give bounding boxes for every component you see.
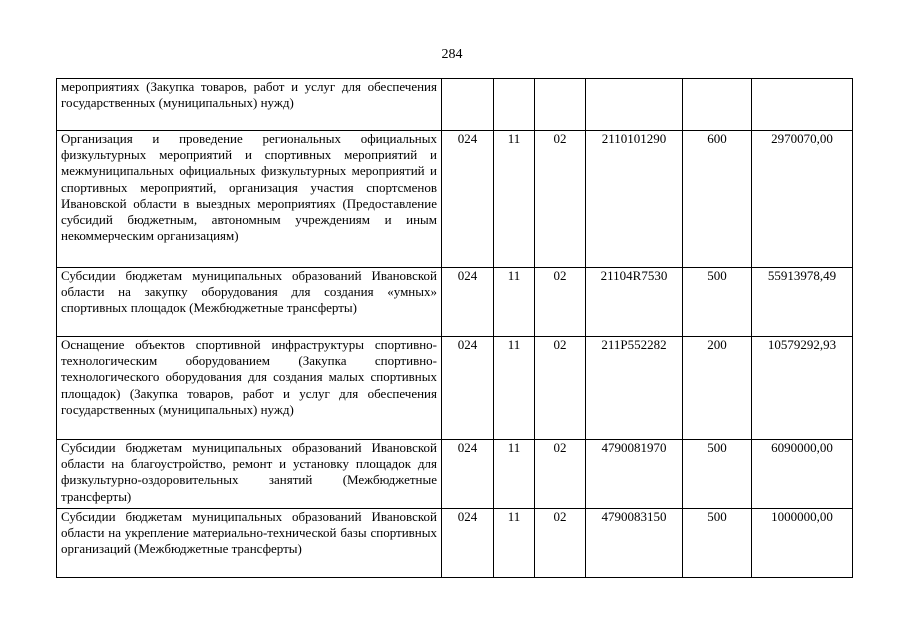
row-description: Субсидии бюджетам муниципальных образований Ивановской области на закупку оборудования для создания «умных» спортивных площадок (Межбюджетные трансферты) <box>57 268 442 337</box>
amount <box>752 79 853 131</box>
amount: 2970070,00 <box>752 131 853 268</box>
grbs-code: 024 <box>442 440 494 509</box>
target-article-code: 4790081970 <box>586 440 683 509</box>
grbs-code: 024 <box>442 509 494 578</box>
target-article-code: 211P552282 <box>586 337 683 440</box>
amount: 55913978,49 <box>752 268 853 337</box>
razdel-code: 11 <box>494 268 535 337</box>
amount: 6090000,00 <box>752 440 853 509</box>
expense-type-code: 600 <box>683 131 752 268</box>
budget-table <box>56 78 853 578</box>
row-description: Организация и проведение региональных официальных физкультурных мероприятий и спортивных мероприятий и межмуниципальных официальных физкультурных мероприятий и спортивных мероприятий, организация участия спортсменов Ивановской области в выездных мероприятиях (Предоставление субсидий бюджетным, автономным учреждениям и иным некоммерческим организациям) <box>57 131 442 268</box>
amount: 1000000,00 <box>752 509 853 578</box>
row-description: Оснащение объектов спортивной инфраструктуры спортивно-технологическим оборудованием (Закупка спортивно-технологического оборудования для создания малых спортивных площадок) (Закупка товаров, работ и услуг для обеспечения государственных (муниципальных) нужд) <box>57 337 442 440</box>
podrazdel-code: 02 <box>535 509 586 578</box>
page-number: 284 <box>441 47 463 62</box>
row-description: Субсидии бюджетам муниципальных образований Ивановской области на укрепление материально-технической базы спортивных организаций (Межбюджетные трансферты) <box>57 509 442 578</box>
grbs-code: 024 <box>442 337 494 440</box>
razdel-code: 11 <box>494 440 535 509</box>
razdel-code: 11 <box>494 509 535 578</box>
grbs-code <box>442 79 494 131</box>
razdel-code: 11 <box>494 337 535 440</box>
expense-type-code: 500 <box>683 440 752 509</box>
podrazdel-code <box>535 79 586 131</box>
table-row <box>57 268 853 337</box>
row-description: Субсидии бюджетам муниципальных образований Ивановской области на благоустройство, ремонт и установку площадок для физкультурно-оздоровительных занятий (Межбюджетные трансферты) <box>57 440 442 509</box>
podrazdel-code: 02 <box>535 131 586 268</box>
amount: 10579292,93 <box>752 337 853 440</box>
razdel-code: 11 <box>494 131 535 268</box>
expense-type-code: 500 <box>683 509 752 578</box>
razdel-code <box>494 79 535 131</box>
target-article-code: 4790083150 <box>586 509 683 578</box>
grbs-code: 024 <box>442 131 494 268</box>
target-article-code <box>586 79 683 131</box>
podrazdel-code: 02 <box>535 337 586 440</box>
grbs-code: 024 <box>442 268 494 337</box>
expense-type-code <box>683 79 752 131</box>
table-row <box>57 440 853 509</box>
target-article-code: 2110101290 <box>586 131 683 268</box>
table-row <box>57 79 853 131</box>
expense-type-code: 500 <box>683 268 752 337</box>
podrazdel-code: 02 <box>535 440 586 509</box>
table-row <box>57 131 853 268</box>
podrazdel-code: 02 <box>535 268 586 337</box>
row-description: мероприятиях (Закупка товаров, работ и услуг для обеспечения государственных (муниципальных) нужд) <box>57 79 442 131</box>
target-article-code: 21104R7530 <box>586 268 683 337</box>
table-row <box>57 509 853 578</box>
table-row <box>57 337 853 440</box>
expense-type-code: 200 <box>683 337 752 440</box>
